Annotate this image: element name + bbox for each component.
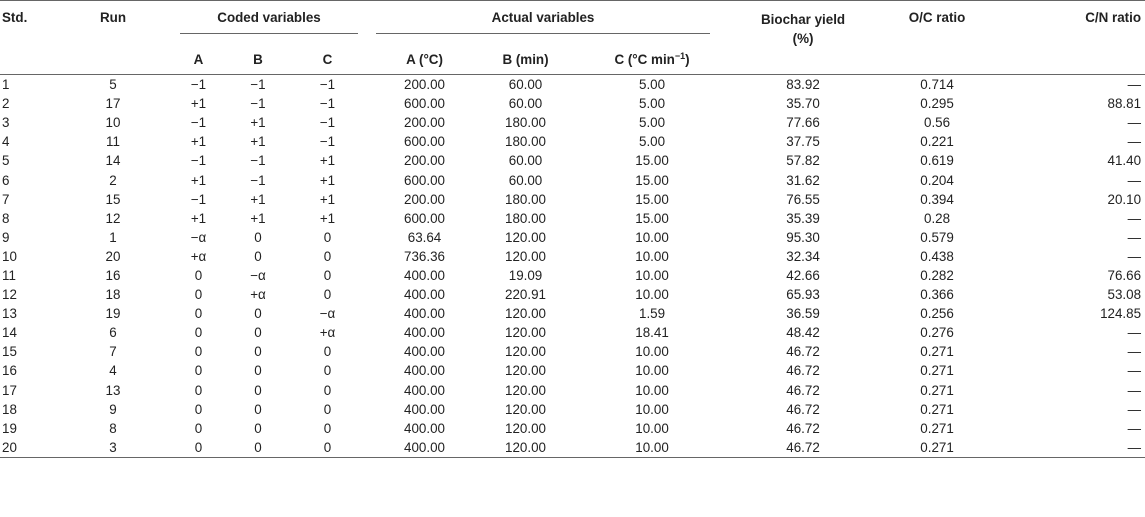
cell-std: 13 — [2, 306, 17, 322]
table-row — [0, 75, 1145, 95]
cell-b: 0 — [219, 438, 297, 458]
cell-b: 0 — [254, 363, 262, 379]
cell-oc: 0.438 — [920, 248, 954, 264]
cell-cn: — — [1127, 363, 1142, 379]
cell-ta: 400.00 — [404, 420, 445, 436]
cell-yield: 42.66 — [786, 267, 820, 283]
cell-tc: 15.00 — [635, 153, 669, 169]
cell-ta: 200.00 — [404, 191, 445, 207]
cell-tb: 180.00 — [505, 134, 546, 150]
header-row-1 — [0, 1, 1145, 45]
cell-run: 17 — [105, 96, 121, 112]
header-coded-c: C — [322, 51, 333, 67]
table-body — [0, 75, 1145, 458]
table-row — [0, 304, 1145, 323]
cell-cn: 88.81 — [1107, 96, 1142, 112]
cell-std: 18 — [2, 401, 17, 417]
cell-ta: 400.00 — [404, 401, 445, 417]
cell-ta: 400.00 — [404, 363, 445, 379]
cell-ta: 400.00 — [404, 344, 445, 360]
cell-c: 0 — [323, 229, 332, 245]
cell-c: −1 — [319, 115, 336, 131]
cell-c: +1 — [319, 172, 336, 188]
cell-run: 4 — [109, 363, 117, 379]
cell-tb: 220.91 — [505, 287, 546, 303]
cell-cn: — — [1127, 172, 1142, 188]
cell-ta: 400.00 — [358, 438, 467, 458]
header-coded-variables — [164, 1, 358, 45]
cell-oc: 0.276 — [920, 325, 954, 341]
cell-tb: 120.00 — [505, 229, 546, 245]
cell-b: +1 — [250, 191, 266, 207]
header-oc-ratio: O/C ratio — [908, 10, 966, 25]
cell-run: 13 — [105, 382, 121, 398]
cell-ta: 600.00 — [404, 210, 445, 226]
cell-cn: — — [1127, 401, 1142, 417]
cell-b: −1 — [250, 96, 266, 112]
header-coded-b: B — [253, 51, 263, 67]
cell-run: 18 — [105, 287, 121, 303]
cell-tc: 5.00 — [639, 77, 666, 93]
cell-cn: — — [1127, 134, 1142, 150]
cell-a: 0 — [194, 325, 203, 341]
cell-oc: 0.256 — [920, 306, 954, 322]
actual-variables-label: Actual variables — [376, 10, 710, 34]
cell-yield: 32.34 — [786, 248, 820, 264]
cell-oc: 0.295 — [920, 96, 954, 112]
cell-a: 0 — [164, 438, 219, 458]
table-row — [0, 132, 1145, 151]
table-row — [0, 113, 1145, 132]
cell-a: 0 — [194, 344, 203, 360]
header-run: Run — [99, 10, 127, 25]
cell-tb: 60.00 — [508, 153, 543, 169]
cell-cn: 53.08 — [1107, 287, 1142, 303]
cell-run: 12 — [105, 210, 121, 226]
cell-tc: 5.00 — [639, 96, 666, 112]
cell-a: +1 — [190, 210, 207, 226]
cell-tb: 120.00 — [505, 248, 546, 264]
cell-a: 0 — [194, 382, 203, 398]
cell-ta: 600.00 — [404, 172, 445, 188]
cell-ta: 736.36 — [404, 248, 445, 264]
cell-b: 0 — [254, 401, 262, 417]
cell-yield: 46.72 — [786, 363, 820, 379]
cell-tc: 10.00 — [635, 287, 669, 303]
cell-cn: 76.66 — [1107, 267, 1142, 283]
table-row — [0, 247, 1145, 266]
cell-cn: — — [1127, 382, 1142, 398]
table-row — [0, 361, 1145, 380]
cell-cn: — — [1127, 77, 1142, 93]
cell-c: 0 — [323, 344, 332, 360]
cell-oc: 0.28 — [924, 210, 951, 226]
cell-c: −1 — [319, 77, 336, 93]
cell-std: 14 — [2, 325, 17, 341]
cell-tc: 15.00 — [635, 210, 669, 226]
cell-yield: 83.92 — [786, 77, 820, 93]
actual-c-close: ) — [685, 51, 690, 67]
cell-std: 3 — [2, 115, 10, 131]
cell-tb: 120.00 — [505, 363, 546, 379]
cell-run: 9 — [109, 401, 117, 417]
cell-run: 16 — [105, 267, 121, 283]
cell-std: 5 — [2, 153, 10, 169]
cell-oc: 0.366 — [920, 287, 954, 303]
cell-a: 0 — [194, 420, 203, 436]
cell-tb: 60.00 — [508, 172, 543, 188]
cell-yield: 35.39 — [786, 210, 820, 226]
header-std: Std. — [2, 10, 28, 25]
cell-oc: 0.271 — [886, 438, 988, 458]
cell-tb: 60.00 — [508, 96, 543, 112]
cell-b: −1 — [250, 153, 266, 169]
cell-b: +1 — [250, 210, 266, 226]
cell-oc: 0.714 — [920, 77, 954, 93]
cell-yield: 46.72 — [786, 344, 820, 360]
cell-cn: — — [988, 438, 1145, 458]
cell-yield: 48.42 — [786, 325, 820, 341]
cell-yield: 46.72 — [786, 420, 820, 436]
cell-ta: 200.00 — [404, 153, 445, 169]
cell-tb: 19.09 — [508, 267, 543, 283]
cell-yield: 37.75 — [786, 134, 820, 150]
cell-cn: 41.40 — [1107, 153, 1142, 169]
table-row — [0, 438, 1145, 458]
cell-c: +1 — [319, 153, 336, 169]
cell-ta: 400.00 — [404, 306, 445, 322]
cell-run: 7 — [109, 344, 117, 360]
cell-c: 0 — [323, 248, 332, 264]
cell-tb: 120.00 — [467, 438, 584, 458]
cell-cn: — — [1127, 344, 1142, 360]
table-row — [0, 266, 1145, 285]
cell-yield: 57.82 — [786, 153, 820, 169]
cell-oc: 0.271 — [920, 420, 954, 436]
cell-yield: 35.70 — [786, 96, 820, 112]
cell-oc: 0.271 — [920, 401, 954, 417]
header-actual-b: B (min) — [502, 51, 549, 67]
cell-cn: — — [1127, 210, 1142, 226]
cell-a: 0 — [194, 287, 203, 303]
cell-yield: 76.55 — [786, 191, 820, 207]
cell-tb: 120.00 — [505, 420, 546, 436]
cell-yield: 46.72 — [720, 438, 886, 458]
cell-a: −1 — [190, 153, 207, 169]
cell-oc: 0.579 — [920, 229, 954, 245]
cell-tc: 5.00 — [639, 134, 666, 150]
cell-b: +1 — [250, 115, 266, 131]
cell-c: +1 — [319, 191, 336, 207]
cell-yield: 46.72 — [786, 401, 820, 417]
cell-oc: 0.271 — [920, 363, 954, 379]
cell-run: 19 — [105, 306, 121, 322]
table-row — [0, 400, 1145, 419]
cell-c: −1 — [319, 96, 336, 112]
cell-cn: — — [1127, 420, 1142, 436]
cell-b: −1 — [250, 172, 266, 188]
cell-oc: 0.271 — [920, 344, 954, 360]
cell-run: 6 — [109, 325, 117, 341]
cell-yield: 77.66 — [786, 115, 820, 131]
cell-ta: 200.00 — [404, 77, 445, 93]
cell-tb: 120.00 — [505, 344, 546, 360]
actual-c-sup: −1 — [674, 50, 686, 61]
cell-b: +1 — [250, 134, 266, 150]
cell-b: 0 — [254, 229, 262, 245]
cell-yield: 46.72 — [786, 382, 820, 398]
table-row — [0, 419, 1145, 438]
cell-std: 17 — [2, 382, 17, 398]
cell-tc: 10.00 — [635, 267, 669, 283]
table-row — [0, 285, 1145, 304]
table-row — [0, 323, 1145, 342]
header-actual-a: A (°C) — [406, 51, 443, 67]
table-row — [0, 151, 1145, 170]
cell-c: 0 — [323, 382, 332, 398]
cell-std: 1 — [2, 77, 10, 93]
cell-cn: — — [1127, 229, 1142, 245]
cell-ta: 400.00 — [404, 382, 445, 398]
cell-b: 0 — [254, 248, 262, 264]
cell-c: −1 — [319, 134, 336, 150]
cell-tc: 15.00 — [635, 172, 669, 188]
cell-a: 0 — [194, 267, 203, 283]
cell-a: −1 — [190, 191, 207, 207]
cell-cn: — — [1127, 248, 1142, 264]
cell-b: 0 — [254, 344, 262, 360]
cell-b: −α — [250, 267, 266, 283]
cell-tc: 10.00 — [584, 438, 720, 458]
cell-run: 5 — [109, 77, 117, 93]
cell-run: 15 — [105, 191, 121, 207]
cell-b: 0 — [254, 325, 262, 341]
biochar-yield-line1: Biochar yield — [761, 12, 846, 27]
cell-tb: 120.00 — [505, 382, 546, 398]
header-coded-a: A — [193, 51, 204, 67]
table-row — [0, 170, 1145, 189]
cell-tb: 180.00 — [505, 191, 546, 207]
cell-b: 0 — [254, 382, 262, 398]
cell-run: 14 — [105, 153, 121, 169]
cell-tc: 18.41 — [635, 325, 669, 341]
cell-std: 19 — [2, 420, 17, 436]
cell-tb: 120.00 — [505, 306, 546, 322]
cell-std: 16 — [2, 363, 17, 379]
cell-std: 6 — [2, 172, 10, 188]
cell-run: 3 — [62, 438, 164, 458]
actual-c-main: C (°C min — [614, 51, 675, 67]
cell-tb: 120.00 — [505, 325, 546, 341]
header-cn-ratio: C/N ratio — [1085, 10, 1142, 25]
cell-run: 11 — [106, 134, 120, 150]
cell-a: 0 — [194, 401, 203, 417]
cell-yield: 95.30 — [786, 229, 820, 245]
cell-tb: 120.00 — [505, 401, 546, 417]
cell-c: −α — [319, 306, 336, 322]
cell-tc: 10.00 — [635, 382, 669, 398]
cell-run: 8 — [109, 420, 117, 436]
table-header — [0, 1, 1145, 75]
cell-run: 2 — [109, 172, 117, 188]
cell-std: 11 — [2, 267, 16, 283]
cell-c: 0 — [297, 438, 358, 458]
cell-ta: 600.00 — [404, 96, 445, 112]
cell-std: 9 — [2, 229, 10, 245]
cell-a: −α — [190, 229, 207, 245]
cell-std: 4 — [2, 134, 10, 150]
header-actual-variables — [358, 1, 720, 45]
cell-c: 0 — [323, 420, 332, 436]
cell-tc: 10.00 — [635, 401, 669, 417]
cell-std: 15 — [2, 344, 17, 360]
cell-a: +1 — [190, 172, 207, 188]
cell-oc: 0.204 — [920, 172, 954, 188]
cell-cn: 124.85 — [1100, 306, 1142, 322]
cell-c: +1 — [319, 210, 336, 226]
table-row — [0, 228, 1145, 247]
cell-oc: 0.271 — [920, 382, 954, 398]
header-biochar-yield — [720, 1, 886, 75]
table-row — [0, 381, 1145, 400]
table-row — [0, 190, 1145, 209]
cell-c: 0 — [323, 267, 332, 283]
cell-cn: — — [1127, 325, 1142, 341]
cell-cn: 20.10 — [1107, 191, 1142, 207]
cell-b: 0 — [254, 420, 262, 436]
cell-tb: 60.00 — [508, 77, 543, 93]
cell-std: 20 — [0, 438, 62, 458]
cell-b: −1 — [250, 77, 266, 93]
cell-std: 2 — [2, 96, 10, 112]
cell-tb: 180.00 — [505, 115, 546, 131]
cell-a: 0 — [194, 306, 203, 322]
cell-cn: — — [1127, 115, 1142, 131]
cell-tb: 180.00 — [505, 210, 546, 226]
cell-yield: 65.93 — [786, 287, 820, 303]
cell-std: 12 — [2, 287, 17, 303]
cell-std: 8 — [2, 210, 10, 226]
cell-a: +α — [190, 248, 207, 264]
cell-tc: 10.00 — [635, 420, 669, 436]
cell-ta: 400.00 — [404, 287, 445, 303]
cell-b: 0 — [254, 306, 262, 322]
cell-c: 0 — [323, 363, 332, 379]
cell-tc: 10.00 — [635, 344, 669, 360]
table-row — [0, 342, 1145, 361]
cell-std: 10 — [2, 248, 17, 264]
coded-variables-label: Coded variables — [180, 10, 358, 34]
cell-yield: 31.62 — [786, 172, 820, 188]
cell-ta: 200.00 — [404, 115, 445, 131]
cell-run: 20 — [105, 248, 121, 264]
cell-a: +1 — [190, 96, 207, 112]
cell-tc: 10.00 — [635, 229, 669, 245]
cell-ta: 600.00 — [404, 134, 445, 150]
cell-a: 0 — [194, 363, 203, 379]
cell-oc: 0.221 — [920, 134, 954, 150]
cell-c: 0 — [323, 401, 332, 417]
cell-run: 10 — [105, 115, 121, 131]
cell-ta: 400.00 — [404, 267, 445, 283]
header-actual-c — [584, 44, 720, 75]
cell-oc: 0.56 — [924, 115, 951, 131]
cell-run: 1 — [109, 229, 117, 245]
cell-ta: 400.00 — [404, 325, 445, 341]
cell-oc: 0.282 — [920, 267, 954, 283]
cell-oc: 0.619 — [920, 153, 954, 169]
cell-c: +α — [319, 325, 336, 341]
biochar-yield-line2: (%) — [792, 31, 814, 46]
cell-b: +α — [250, 287, 266, 303]
cell-oc: 0.394 — [920, 191, 954, 207]
table-row — [0, 94, 1145, 113]
cell-a: −1 — [190, 115, 207, 131]
cell-a: +1 — [190, 134, 207, 150]
cell-a: −1 — [190, 77, 207, 93]
cell-std: 7 — [2, 191, 10, 207]
table-row — [0, 209, 1145, 228]
cell-tc: 5.00 — [639, 115, 666, 131]
cell-yield: 36.59 — [786, 306, 820, 322]
cell-ta: 63.64 — [407, 229, 442, 245]
cell-tc: 10.00 — [635, 248, 669, 264]
cell-tc: 1.59 — [639, 306, 666, 322]
cell-c: 0 — [323, 287, 332, 303]
cell-tc: 15.00 — [635, 191, 669, 207]
cell-tc: 10.00 — [635, 363, 669, 379]
